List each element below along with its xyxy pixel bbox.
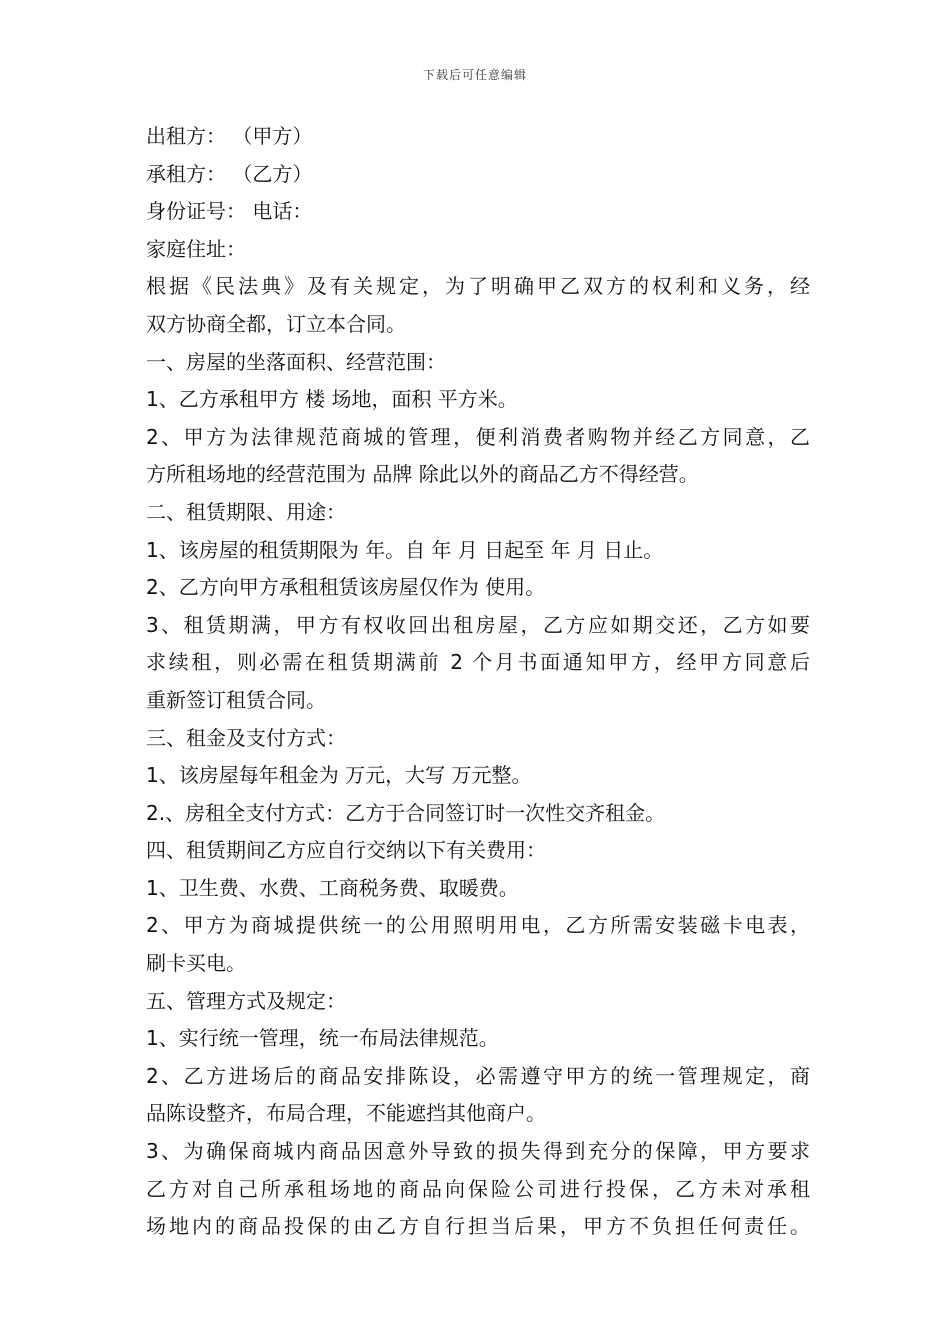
contract-line: 五、管理方式及规定： xyxy=(146,988,346,1013)
contract-line: 2、乙方向甲方承租租赁该房屋仅作为 使用。 xyxy=(146,575,546,600)
contract-line: 1、乙方承租甲方 楼 场地，面积 平方米。 xyxy=(146,387,518,412)
contract-line: 出租方： （甲方） xyxy=(146,124,313,148)
contract-line: 1、卫生费、水费、工商税务费、取暖费。 xyxy=(146,875,519,900)
contract-line: 一、房屋的坐落面积、经营范围： xyxy=(146,349,446,374)
contract-line: 根据《民法典》及有关规定，为了明确甲乙双方的权利和义务，经 xyxy=(146,274,810,299)
contract-line: 家庭住址： xyxy=(146,236,246,261)
contract-line: 刷卡买电。 xyxy=(146,951,246,976)
contract-line: 3、租赁期满，甲方有权收回出租房屋，乙方应如期交还，乙方如要 xyxy=(146,612,810,637)
contract-line: 乙方对自己所承租场地的商品向保险公司进行投保，乙方未对承租 xyxy=(146,1176,810,1201)
contract-line: 1、该房屋的租赁期限为 年。自 年 月 日起至 年 月 日止。 xyxy=(146,537,664,562)
contract-line: 1、实行统一管理，统一布局法律规范。 xyxy=(146,1026,499,1051)
contract-line: 品陈设整齐，布局合理，不能遮挡其他商户。 xyxy=(146,1101,546,1126)
contract-line: 3、为确保商城内商品因意外导致的损失得到充分的保障，甲方要求 xyxy=(146,1139,810,1164)
contract-line: 2、乙方进场后的商品安排陈设，必需遵守甲方的统一管理规定，商 xyxy=(146,1063,810,1088)
contract-line: 承租方： （乙方） xyxy=(146,161,313,186)
contract-line: 方所租场地的经营范围为 品牌 除此以外的商品乙方不得经营。 xyxy=(146,462,699,487)
contract-line: 重新签订租赁合同。 xyxy=(146,687,326,712)
contract-line: 场地内的商品投保的由乙方自行担当后果，甲方不负担任何责任。 xyxy=(146,1214,810,1239)
contract-line: 2、甲方为商城提供统一的公用照明用电，乙方所需安装磁卡电表， xyxy=(146,913,810,938)
contract-line: 2.、房租全支付方式：乙方于合同签订时一次性交齐租金。 xyxy=(146,800,666,825)
contract-line: 1、该房屋每年租金为 万元，大写 万元整。 xyxy=(146,763,532,788)
contract-line: 三、租金及支付方式： xyxy=(146,725,346,750)
contract-line: 求续租，则必需在租赁期满前 2 个月书面通知甲方，经甲方同意后 xyxy=(146,650,810,675)
header-note: 下载后可任意编辑 xyxy=(422,68,527,82)
contract-body xyxy=(146,118,810,1246)
contract-line: 四、租赁期间乙方应自行交纳以下有关费用： xyxy=(146,838,546,863)
contract-line: 双方协商全都，订立本合同。 xyxy=(146,311,406,336)
contract-line: 身份证号： 电话： xyxy=(146,199,313,224)
contract-line: 2、甲方为法律规范商城的管理，便利消费者购物并经乙方同意，乙 xyxy=(146,424,810,449)
contract-line: 二、租赁期限、用途： xyxy=(146,499,346,524)
